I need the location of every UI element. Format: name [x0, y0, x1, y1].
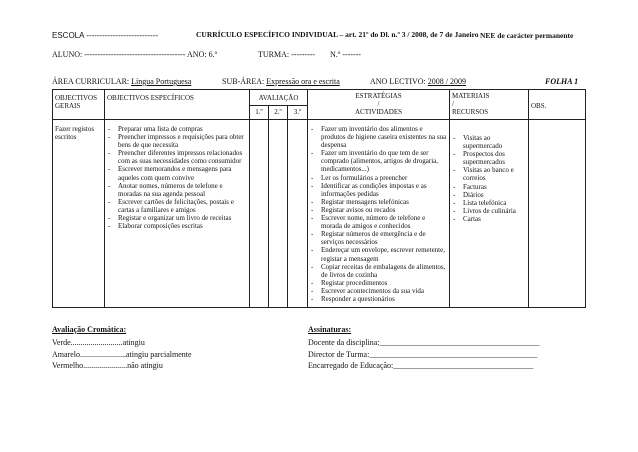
materiais-cell	[450, 120, 529, 308]
objectivo-geral-cell	[53, 120, 105, 308]
header-estrategias	[308, 90, 450, 120]
materiais-slash: /	[452, 100, 454, 109]
actividade-item: - Escrever acontecimentos da sua vida	[310, 287, 447, 295]
avaliacao-3-cell	[288, 120, 308, 308]
assinaturas-list	[308, 337, 540, 372]
actividade-item: - Escrever nome, número de telefone e morada de amigos e conhecidos	[310, 214, 447, 230]
legend-amarelo: Amarelo.......................atingiu parcialmente	[52, 349, 192, 359]
header-objectivos-gerais: OBJECTIVOS GERAIS	[53, 90, 105, 120]
actividades-label: ACTIVIDADES	[354, 108, 403, 117]
ano-lectivo-value: 2008 / 2009	[427, 77, 467, 86]
obs-cell	[529, 120, 586, 308]
legend-verde: Verde..........................atingiu	[52, 338, 145, 347]
assinaturas-title: Assinaturas:	[308, 325, 352, 334]
turma-field: TURMA: ---------	[258, 50, 316, 59]
ano-lectivo	[370, 77, 466, 86]
escola-label: ESCOLA ---------------------------	[52, 31, 159, 40]
actividade-item: - Fazer um inventário do que tem de ser comprado (alimentos, artigos de drogaria, medicamentos...)	[310, 149, 447, 173]
objectivo-especifico-item: - Escrever memorandos e mensagens para aqueles com quem convive	[107, 165, 247, 181]
actividade-item: - Identificar as condições impostas e as informações pedidas	[310, 182, 447, 198]
aluno-field: ALUNO: -------------------------------------- ANO: 6.º	[52, 50, 218, 59]
header-periodo-3: 3.º	[288, 106, 308, 120]
numero-field: N.º -------	[330, 50, 361, 59]
subarea-value: Expressão ora e escrita	[266, 77, 340, 86]
actividade-item: - Copiar receitas de embalagens de alimentos, de livros de cozinha	[310, 263, 447, 279]
actividade-item: - Endereçar um envelope, escrever remetente, registar a mensagem	[310, 246, 447, 262]
header-objectivos-especificos: OBJECTIVOS ESPECÍFICOS	[105, 90, 250, 120]
objectivos-especificos-cell	[105, 120, 250, 308]
area-label: ÁREA CURRICULAR:	[52, 77, 132, 86]
actividade-item: - Registar números de emergência e de serviços necessários	[310, 230, 447, 246]
objectivo-especifico-item: - Preparar uma lista de compras	[107, 125, 247, 133]
material-item: - Livros de culinária	[452, 207, 526, 215]
header-materiais	[450, 90, 529, 120]
material-item: - Visitas ao supermercado	[452, 134, 526, 150]
actividade-item: - Ler os formulários a preencher	[310, 174, 447, 182]
header-periodo-1: 1.º	[250, 106, 269, 120]
folha-label: FOLHA 1	[545, 77, 579, 86]
material-item: - Facturas	[452, 183, 526, 191]
material-item: - Cartas	[452, 215, 526, 223]
objectivo-especifico-item: - Preencher impressos e requisições para obter bens de que necessita	[107, 133, 247, 149]
avaliacao-cromatica-title: Avaliação Cromática:	[52, 325, 127, 334]
actividades-list	[310, 125, 447, 303]
actividade-item: - Responder a questionários	[310, 295, 447, 303]
material-item: - Diários	[452, 191, 526, 199]
objectivo-especifico-item: - Registar e organizar um livro de receitas	[107, 214, 247, 222]
actividade-item: - Registar procedimentos	[310, 279, 447, 287]
curriculum-table	[52, 89, 586, 308]
avaliacao-cromatica-list	[52, 337, 192, 372]
objectivo-especifico-item: - Elaborar composições escritas	[107, 222, 247, 230]
assinatura-director: Director de Turma:__________________________________________	[308, 349, 538, 359]
area-value: Língua Portuguesa	[131, 77, 192, 86]
objectivo-geral: Fazer registos escritos	[55, 125, 95, 142]
recursos-label: RECURSOS	[452, 108, 489, 117]
material-item: - Lista telefónica	[452, 199, 526, 207]
legend-vermelho: Vermelho......................não atingiu	[52, 361, 163, 370]
actividade-item: - Registar mensagens telefónicas	[310, 198, 447, 206]
objectivos-especificos-list	[107, 125, 247, 230]
assinatura-docente: Docente da disciplina:________________________________________	[308, 338, 540, 347]
ano-lectivo-label: ANO LECTIVO:	[370, 77, 428, 86]
estrategias-slash: /	[377, 100, 380, 109]
actividade-item: - Fazer um inventário dos alimentos e produtos de higiene caseira existentes na sua despensa	[310, 125, 447, 149]
avaliacao-2-cell	[269, 120, 288, 308]
nee-label: NEE de carácter permanente	[480, 31, 574, 40]
area-curricular	[52, 77, 191, 86]
actividade-item: - Registar avisos ou recados	[310, 206, 447, 214]
avaliacao-1-cell	[250, 120, 269, 308]
material-item: - Prospectos dos supermercados	[452, 150, 526, 166]
materiais-label: MATERIAIS	[452, 92, 490, 100]
materiais-list	[452, 134, 526, 223]
sub-area	[222, 77, 340, 86]
material-item: - Visitas ao banco e correios	[452, 166, 526, 182]
objectivo-especifico-item: - Escrever cartões de felicitações, postais e cartas a familiares e amigos	[107, 198, 247, 214]
assinatura-encarregado: Encarregado de Educação:___________________________________	[308, 361, 534, 370]
subarea-label: SUB-ÁREA:	[222, 77, 267, 86]
header-periodo-2: 2.º	[269, 106, 288, 120]
objectivo-especifico-item: - Preencher diferentes impressos relacionados com as suas necessidades como consumidor	[107, 149, 247, 165]
estrategias-label: ESTRATÉGIAS	[355, 92, 402, 100]
curriculo-title: CURRÍCULO ESPECÍFICO INDIVIDUAL – art. 21º do Dl. n.º 3 / 2008, de 7 de Janeiro	[196, 30, 479, 39]
header-obs: OBS.	[529, 90, 586, 120]
actividades-cell	[308, 120, 450, 308]
header-avaliacao: AVALIAÇÃO	[250, 90, 308, 106]
objectivo-especifico-item: - Anotar nomes, números de telefone e moradas na sua agenda pessoal	[107, 182, 247, 198]
